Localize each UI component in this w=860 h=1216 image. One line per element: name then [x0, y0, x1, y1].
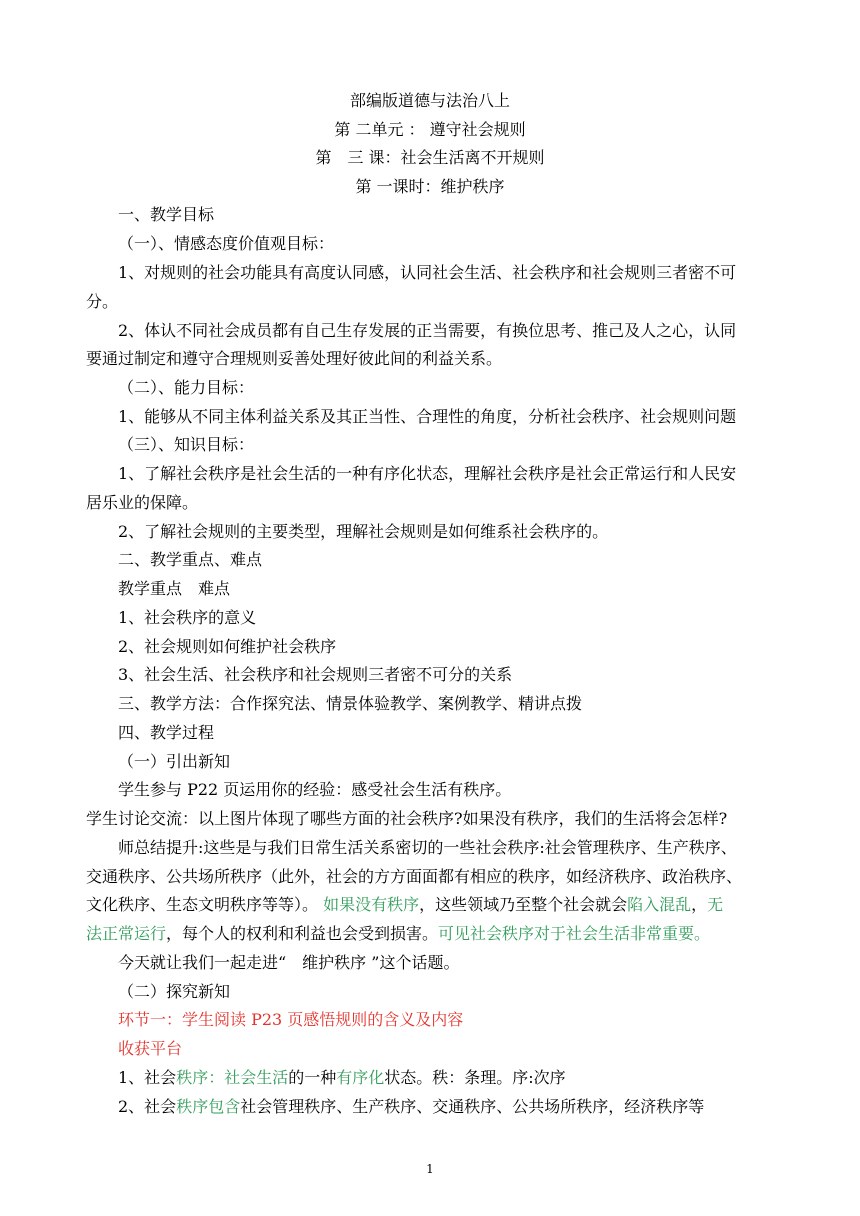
paragraph-line [86, 924, 710, 944]
list-item [118, 1097, 704, 1117]
subsection-heading: （二）、能力目标： [118, 378, 255, 397]
list-item: 1、社会秩序的意义 [118, 608, 257, 627]
paragraph-line: 要通过制定和遵守合理规则妥善处理好彼此间的利益关系。 [86, 349, 503, 368]
paragraph-line: 1、能够从不同主体利益关系及其正当性、合理性的角度，分析社会秩序、社会规则问题 [118, 407, 737, 426]
paragraph-line: 2、体认不同社会成员都有自己生存发展的正当需要，有换位思考、推己及人之心，认同 [118, 321, 737, 340]
paragraph-line: 1、了解社会秩序是社会生活的一种有序化状态，理解社会秩序是社会正常运行和人民安 [118, 464, 737, 483]
highlight-text: 可见社会秩序对于社会生活非常重要。 [438, 924, 711, 943]
highlight-text: 无 [707, 895, 724, 914]
subsection-heading: （二）探究新知 [118, 982, 231, 1001]
text-run: ，每个人的权利和利益也会受到损害。 [166, 924, 439, 943]
activity-heading: 环节一：学生阅读 P23 页感悟规则的含义及内容 [118, 1010, 464, 1029]
text-run: 1、社会 [118, 1068, 177, 1087]
section-heading: 一、教学目标 [118, 205, 215, 224]
list-item: 2、社会规则如何维护社会秩序 [118, 637, 337, 656]
paragraph-line: 学生参与 P22 页运用你的经验：感受社会生活有秩序。 [118, 780, 512, 799]
highlight-text: 秩序： [176, 1068, 225, 1087]
highlight-text: 法正常运行 [86, 924, 167, 943]
section-heading: 三、教学方法：合作探究法、情景体验教学、案例教学、精讲点拨 [118, 694, 583, 713]
highlight-text: 如果没有秩序 [323, 895, 420, 914]
paragraph-line: 2、了解社会规则的主要类型，理解社会规则是如何维系社会秩序的。 [118, 522, 609, 541]
harvest-heading: 收获平台 [118, 1039, 183, 1058]
subsection-heading: （一）引出新知 [118, 752, 231, 771]
list-item [118, 1068, 566, 1088]
list-item: 3、社会生活、社会秩序和社会规则三者密不可分的关系 [118, 665, 513, 684]
highlight-text: 陷入混乱 [627, 895, 692, 914]
paragraph-line: 今天就让我们一起走进“ 维护秩序 ”这个话题。 [118, 953, 460, 972]
highlight-text: 有序化 [336, 1068, 385, 1087]
text-run: 文化秩序、生态文明秩序等等）。 [86, 895, 324, 914]
paragraph-line: 交通秩序、公共场所秩序（此外，社会的方方面面都有相应的秩序，如经济秩序、政治秩序、 [86, 867, 743, 886]
paragraph-line: 学生讨论交流：以上图片体现了哪些方面的社会秩序?如果没有秩序，我们的生活将会怎样? [86, 809, 728, 828]
paragraph-line: 分。 [86, 292, 119, 311]
text-run: ，这些领域乃至整个社会就会 [419, 895, 628, 914]
text-run: ， [691, 895, 708, 914]
page-number: 1 [426, 1162, 434, 1176]
highlight-text: 社会生活 [224, 1068, 289, 1087]
lesson-title: 第 三 课：社会生活离不开规则 [315, 148, 545, 167]
paragraph-line: 师总结提升:这些是与我们日常生活关系密切的一些社会秩序:社会管理秩序、生产秩序、 [118, 838, 737, 857]
text-run: 社会管理秩序、生产秩序、交通秩序、公共场所秩序，经济秩序等 [240, 1097, 705, 1116]
subsection-heading: 教学重点 难点 [118, 579, 231, 598]
paragraph-line [86, 895, 723, 915]
text-run: 的一种 [288, 1068, 337, 1087]
section-heading: 二、教学重点、难点 [118, 550, 263, 569]
section-heading: 四、教学过程 [118, 723, 215, 742]
highlight-text: 秩序包含 [176, 1097, 241, 1116]
period-title: 第 一课时：维护秩序 [355, 177, 505, 196]
unit-title: 第 二单元 ： 遵守社会规则 [334, 120, 526, 139]
paragraph-line: 居乐业的保障。 [86, 493, 199, 512]
paragraph-line: 1、对规则的社会功能具有高度认同感，认同社会生活、社会秩序和社会规则三者密不可 [118, 263, 737, 282]
text-run: 2、社会 [118, 1097, 177, 1116]
subsection-heading: （一）、情感态度价值观目标： [118, 234, 335, 253]
subsection-heading: （三）、知识目标： [118, 435, 255, 454]
text-run: 状态。秩：条理。序:次序 [384, 1068, 566, 1087]
doc-title: 部编版道德与法治八上 [349, 91, 510, 110]
